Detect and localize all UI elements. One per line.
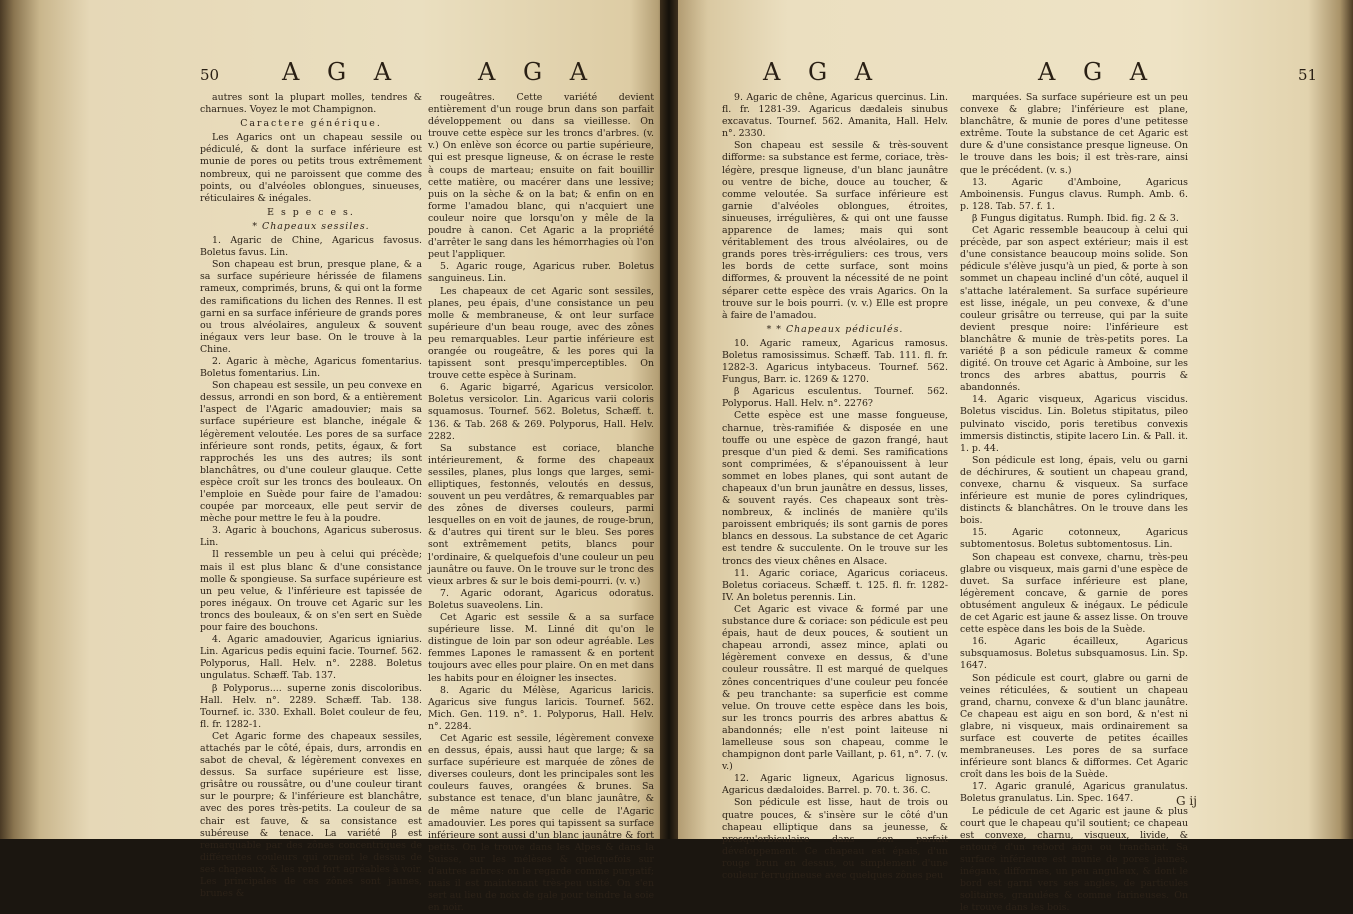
- paragraph: Son chapeau est convexe, charnu, très-peu glabre ou visqueux, mais garni d'une espèce de duvet. Sa surface inférieure est plane, légèrement concave, & garnie de pores obtusément anguleux & inégaux. Le pédicule de cet Agaric est jaune & assez lisse. On trouve cette espèce dans les bois de la Suède.: [960, 551, 1188, 636]
- paragraph: 3. Agaric à bouchons, Agaricus suberosus. Lin.: [200, 525, 422, 549]
- right-page: [668, 0, 1353, 914]
- paragraph: Le pédicule de cet Agaric est jaune & plus court que le chapeau qu'il soutient; ce chapeau est convexe, charnu, visqueux, livide, & entouré d'un rebord aigu ou tranchant. Sa surface inférieure est munie de pores jaunes, inégaux, difformes, un peu anguleux, & dont le bord est garni vers ses angles, de particules solitaires, granulées & comme farineuses. On le trouve dans les bois.: [960, 805, 1188, 914]
- paragraph: Caractere générique.: [240, 118, 382, 130]
- paragraph: rougeâtres. Cette variété devient entièrement d'un rouge brun dans son parfait développement ou dans sa vieillesse. On trouve cette espèce sur les troncs d'arbres. (v. v.) On enlève son écorce ou partie supérieure, qui est presque ligneuse, & on écrase le reste à coups de marteau; ensuite on fait bouillir cette matière, ou macérer dans une lessive; puis on la sèche & on la bat; & enfin on en forme l'amadou blanc, qui n'acquiert une couleur noire que lorsqu'on y mêle de la poudre à canon. Cet Agaric a la propriété d'arrêter le sang dans les hémorrhagies où l'on peut l'appliquer.: [428, 92, 654, 261]
- paragraph: Les Agarics ont un chapeau sessile ou pédiculé, & dont la surface inférieure est munie de pores ou petits trous extrêmement nombreux, qui ne paroissent que comme des points, ou d'alvéoles oblongues, sinueuses, réticulaires & inégales.: [200, 132, 422, 204]
- paragraph: 13. Agaric d'Amboine, Agaricus Amboinensis. Fungus clavus. Rumph. Amb. 6. p. 128. Tab. 57. f. 1.: [960, 176, 1188, 212]
- paragraph: 6. Agaric bigarré, Agaricus versicolor. Boletus versicolor. Lin. Agaricus varii coloris squamosus. Tournef. 562. Boletus, Schæff. t. 136. & Tab. 268 & 269. Polyporus, Hall. Helv. 2282.: [428, 382, 654, 442]
- paragraph: 9. Agaric de chêne, Agaricus quercinus. Lin. fl. fr. 1281-39. Agaricus dædaleis sinubus excavatus. Tournef. 562. Amanita, Hall. Helv. n°. 2330.: [722, 92, 948, 140]
- paragraph: Cet Agaric est vivace & formé par une substance dure & coriace: son pédicule est peu épais, haut de deux pouces, & soutient un chapeau arrondi, assez mince, aplati ou légèrement convexe en dessus, & d'une couleur roussâtre. Il est marqué de quelques zônes concentriques d'une couleur peu foncée & peu tranchante: sa superficie est comme velue. On trouve cette espèce dans les bois, sur les troncs pourris des arbres abattus & abandonnés; elle n'est point laiteuse ni lamelleuse sous son chapeau, comme le champignon dont parle Vaillant, p. 61, n°. 7. (v. v.): [722, 603, 948, 773]
- paragraph: Cet Agaric forme des chapeaux sessiles, attachés par le côté, épais, durs, arrondis en sabot de cheval, & légèrement convexes en dessus. Sa surface supérieure est lisse, grisâtre ou roussâtre, ou d'une couleur tirant sur le pourpre; & l'inférieure est blanchâtre, avec des pores très-petits. La couleur de sa chair est fauve, & sa consistance est subéreuse & tenace. La variété β est remarquable par des zônes concentriques de différentes couleurs qui ornent le dessus de ses chapeaux, & les rend fort agréables à voir. Les principales de ces zônes sont jaunes, brunes &: [200, 730, 422, 900]
- page-number-left: 50: [200, 66, 220, 84]
- paragraph: Cette espèce est une masse fongueuse, charnue, très-ramifiée & disposée en une touffe ou une espèce de gazon frangé, haut presque d'un pied & demi. Ses ramifications sont comprimées, & s'épanouissent à leur sommet en lobes planes, qui sont autant de chapeaux d'un brun jaunâtre en dessus, lisses, & souvent rayés. Ces chapeaux sont très-nombreux, & inclinés de manière qu'ils paroissent embriqués; ils sont garnis de pores blancs en dessous. La substance de cet Agaric est tendre & succulente. On le trouve sur les troncs des vieux chênes en Alsace.: [722, 410, 948, 567]
- left-column-1: [200, 92, 422, 900]
- paragraph: Son chapeau est brun, presque plane, & a sa surface supérieure hérissée de filamens rameux, comprimés, bruns, & qui ont la forme des ramifications du lichen des Rennes. Il est garni en sa surface inférieure de grands pores ou trous alvéolaires, anguleux & souvent inégaux vers leur base. On le trouve à la Chine.: [200, 259, 422, 355]
- paragraph: 10. Agaric rameux, Agaricus ramosus. Boletus ramosissimus. Schæff. Tab. 111. fl. fr. 1282-3. Agaricus intybaceus. Tournef. 562. Fungus, Barr. ic. 1269 & 1270.: [722, 337, 948, 386]
- paragraph: 5. Agaric rouge, Agaricus ruber. Boletus sanguineus. Lin.: [428, 261, 654, 285]
- paragraph: 17. Agaric granulé, Agaricus granulatus. Boletus granulatus. Lin. Spec. 1647.: [960, 781, 1188, 805]
- paragraph: marquées. Sa surface supérieure est un peu convexe & glabre; l'inférieure est plane, blanchâtre, & munie de pores d'une petitesse extrême. Toute la substance de cet Agaric est dure & d'une consistance presque ligneuse. On le trouve dans les bois; il est très-rare, ainsi que le précédent. (v. s.): [960, 92, 1188, 176]
- paragraph: 8. Agaric du Mélèse, Agaricus laricis. Agaricus sive fungus laricis. Tournef. 562. Mich. Gen. 119. n°. 1. Polyporus, Hall. Helv. n°. 2284.: [428, 684, 654, 732]
- left-column-2: [428, 92, 654, 914]
- paragraph: 1. Agaric de Chine, Agaricus favosus. Boletus favus. Lin.: [200, 235, 422, 259]
- paragraph: β Polyporus.... superne zonis discoloribus. Hall. Helv. n°. 2289. Schæff. Tab. 138. Tournef. ic. 330. Exhall. Bolet couleur de feu, fl. fr. 1282-1.: [200, 682, 422, 730]
- right-column-1: [722, 92, 948, 881]
- paragraph: E s p e c e s.: [267, 206, 355, 218]
- paragraph: β Fungus digitatus. Rumph. Ibid. fig. 2 & 3.: [972, 212, 1179, 224]
- paragraph: * Chapeaux sessiles.: [252, 220, 370, 232]
- paragraph: Son pédicule est long, épais, velu ou garni de déchirures, & soutient un chapeau grand, convexe, charnu & visqueux. Sa surface inférieure est munie de pores cylindriques, distincts & blanchâtres. On le trouve dans les bois.: [960, 454, 1188, 527]
- paragraph: 11. Agaric coriace, Agaricus coriaceus. Boletus coriaceus. Schæff. t. 125. fl. fr. 1282-IV. An boletus perennis. Lin.: [722, 567, 948, 603]
- paragraph: Son chapeau est sessile & très-souvent difforme: sa substance est ferme, coriace, très-légère, presque ligneuse, d'un blanc jaunâtre ou ventre de biche, douce au toucher, & comme veloutée. Sa surface inférieure est garnie d'alvéoles oblongues, étroites, sinueuses, irrégulières, & qui ont une fausse apparence de lames; mais qui sont véritablement des trous alvéolaires, ou de grands pores très-irréguliers: ces trous, vers les bords de cette surface, sont moins difformes, & prouvent la nécessité de ne point séparer cette espèce des vrais Agarics. On la trouve sur le bois pourri. (v. v.) Elle est propre à faire de l'amadou.: [722, 140, 948, 321]
- paragraph: Cet Agaric est sessile, légèrement convexe en dessus, épais, aussi haut que large; & sa surface supérieure est marquée de zônes de diverses couleurs, dont les principales sont les couleurs fauves, orangées & brunes. Sa substance est tenace, d'un blanc jaunâtre, & de même nature que celle de l'Agaric amadouvier. Les pores qui tapissent sa surface inférieure sont aussi d'un blanc jaunâtre & fort petits. On le trouve dans les Alpes & dans la Suisse, sur les mélèses & quelquefois sur d'autres arbres: on le regarde comme purgatif; mais il est maintenant très-peu usité. On s'en sert au lieu de noix de gale pour teindre la soie en noir.: [428, 732, 654, 914]
- paragraph: autres sont la plupart molles, tendres & charnues. Voyez le mot Champignon.: [200, 92, 422, 116]
- paragraph: Il ressemble un peu à celui qui précède; mais il est plus blanc & d'une consistance molle & spongieuse. Sa surface supérieure est un peu velue, & l'inférieure est tapissée de pores inégaux. On trouve cet Agaric sur les troncs des bouleaux, & on s'en sert en Suède pour faire des bouchons.: [200, 549, 422, 634]
- paragraph: Son pédicule est lisse, haut de trois ou quatre pouces, & s'insère sur le côté d'un chapeau elliptique dans sa jeunesse, & presqu'orbiculaire dans son parfait développement. Ce chapeau est épais, d'un rouge brun en dessus, ou simplement d'une couleur ferrugineuse avec quelques zônes peu: [722, 797, 948, 881]
- paragraph: Cet Agaric ressemble beaucoup à celui qui précède, par son aspect extérieur; mais il est d'une consistance beaucoup moins solide. Son pédicule s'élève jusqu'à un pied, & porte à son sommet un chapeau incliné d'un côté, auquel il s'attache latéralement. Sa surface supérieure est lisse, inégale, un peu convexe, & d'une couleur grisâtre ou terreuse, qui par la suite devient presque noire: l'inférieure est blanchâtre & munie de très-petits pores. La variété β a son pédicule rameux & comme digité. On trouve cet Agaric à Amboine, sur les troncs des arbres abattus, pourris & abandonnés.: [960, 225, 1188, 394]
- paragraph: 16. Agaric écailleux, Agaricus subsquamosus. Boletus subsquamosus. Lin. Sp. 1647.: [960, 636, 1188, 672]
- left-page: [0, 0, 668, 914]
- book-spine: [660, 0, 678, 839]
- page-number-right: 51: [1298, 66, 1318, 84]
- running-header-left-col1: A G A: [282, 58, 402, 86]
- paragraph: 2. Agaric à mèche, Agaricus fomentarius. Boletus fomentarius. Lin.: [200, 355, 422, 380]
- paragraph: * * Chapeaux pédiculés.: [766, 323, 904, 335]
- paragraph: 15. Agaric cotonneux, Agaricus subtomentosus. Boletus subtomentosus. Lin.: [960, 527, 1188, 551]
- running-header-right-col1: A G A: [763, 58, 883, 86]
- paragraph: 7. Agaric odorant, Agaricus odoratus. Boletus suaveolens. Lin.: [428, 587, 654, 611]
- paragraph: Son chapeau est sessile, un peu convexe en dessus, arrondi en son bord, & a entièrement l'aspect de l'Agaric amadouvier; mais sa surface supérieure est blanche, inégale & légèrement veloutée. Les pores de sa surface inférieure sont ronds, petits, égaux, & fort rapprochés les uns des autres; ils sont blanchâtres, ou d'une couleur glauque. Cette espèce croît sur les troncs des bouleaux. On l'emploie en Suède pour faire de l'amadou: coupée par morceaux, elle peut servir de mèche pour mettre le feu à la poudre.: [200, 380, 422, 525]
- paragraph: 12. Agaric ligneux, Agaricus lignosus. Agaricus dædaloides. Barrel. p. 70. t. 36. C.: [722, 773, 948, 797]
- paragraph: β Agaricus esculentus. Tournef. 562. Polyporus. Hall. Helv. n°. 2276?: [722, 386, 948, 410]
- paragraph: Les chapeaux de cet Agaric sont sessiles, planes, peu épais, d'une consistance un peu molle & membraneuse, & ont leur surface supérieure d'un beau rouge, avec des zônes peu remarquables. Leur partie inférieure est orangée ou rougeâtre, & les pores qui la tapissent sont presqu'imperceptibles. On trouve cette espèce à Surinam.: [428, 285, 654, 382]
- paragraph: Sa substance est coriace, blanche intérieurement, & forme des chapeaux sessiles, planes, plus longs que larges, semi-elliptiques, festonnés, veloutés en dessus, souvent un peu verdâtres, & remarquables par des zônes de diverses couleurs, parmi lesquelles on en voit de jaunes, de rouge-brun, & d'autres qui tirent sur le bleu. Ses pores sont extrêmement petits, blancs pour l'ordinaire, & quelquefois d'une couleur un peu jaunâtre ou fauve. On le trouve sur le tronc des vieux arbres & sur le bois demi-pourri. (v. v.): [428, 442, 654, 587]
- running-header-right-col2: A G A: [1038, 58, 1158, 86]
- running-header-left-col2: A G A: [478, 58, 598, 86]
- paragraph: Cet Agaric est sessile & a sa surface supérieure lisse. M. Linné dit qu'on le distingue de loin par son odeur agréable. Les femmes Lapones le ramassent & en portent toujours avec elles pour plaire. On en met dans les habits pour en éloigner les insectes.: [428, 612, 654, 684]
- signature-mark: G ij: [1176, 794, 1197, 808]
- paragraph: Son pédicule est court, glabre ou garni de veines réticulées, & soutient un chapeau grand, charnu, convexe & d'un blanc jaunâtre. Ce chapeau est aigu en son bord, & n'est ni glabre, ni visqueux, mais ordinairement sa surface est couverte de petites écailles membraneuses. Les pores de sa surface inférieure sont blancs & difformes. Cet Agaric croît dans les bois de la Suède.: [960, 672, 1188, 781]
- paragraph: 14. Agaric visqueux, Agaricus viscidus. Boletus viscidus. Lin. Boletus stipitatus, pileo pulvinato viscido, poris teretibus convexis immersis distinctis, stipite lacero Lin. & Pall. it. 1. p. 44.: [960, 394, 1188, 454]
- paragraph: 4. Agaric amadouvier, Agaricus igniarius. Lin. Agaricus pedis equini facie. Tournef. 562. Polyporus, Hall. Helv. n°. 2288. Boletus ungulatus. Schæff. Tab. 137.: [200, 634, 422, 682]
